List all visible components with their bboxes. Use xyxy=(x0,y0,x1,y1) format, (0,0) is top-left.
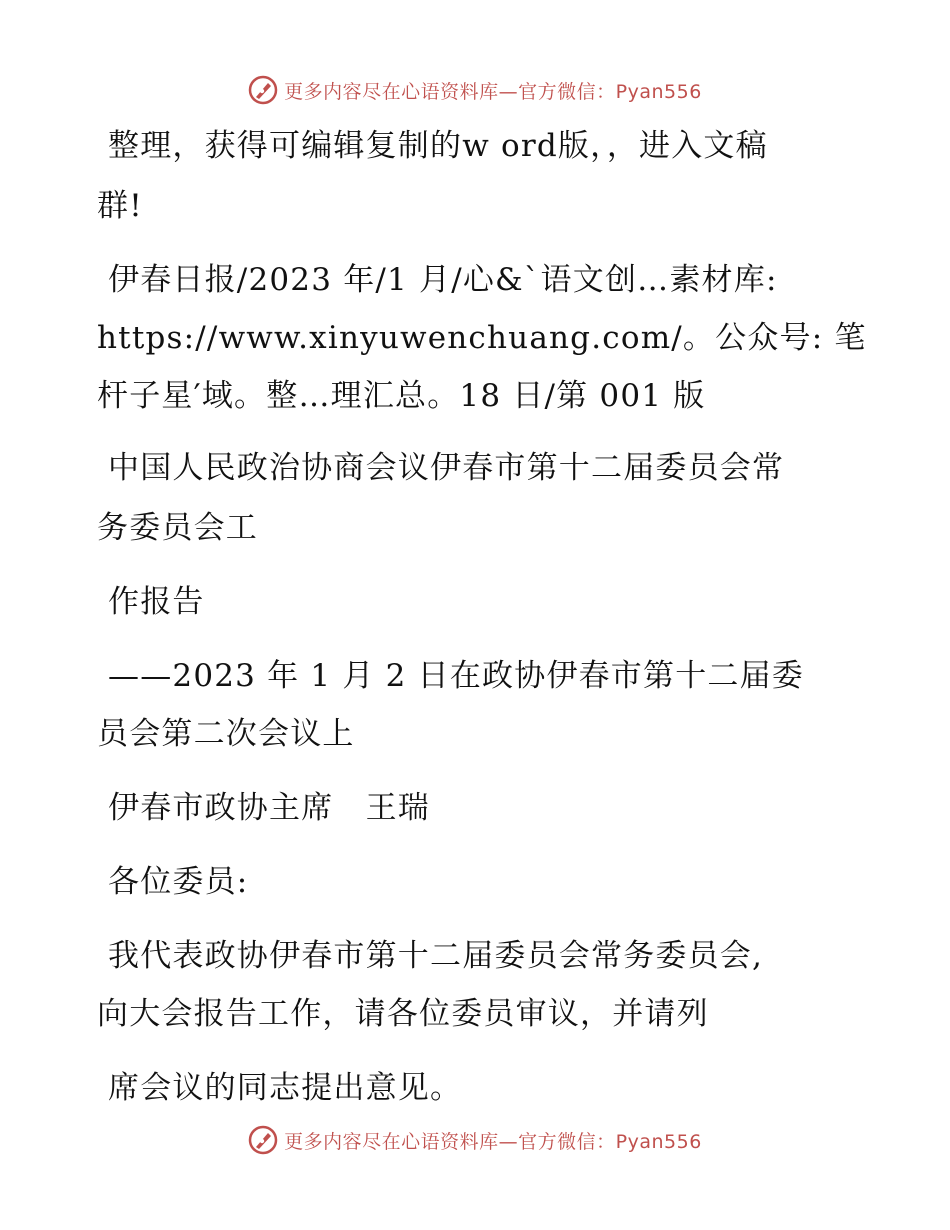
footer-watermark-banner xyxy=(0,1120,950,1160)
body-line: 员会第二次会议上 xyxy=(97,716,355,752)
body-line: 席会议的同志提出意见。 xyxy=(108,1070,463,1106)
body-line: 伊春市政协主席 王瑞 xyxy=(108,790,430,826)
watermark-text: 更多内容尽在心语资料库—官方微信：Pyan556 xyxy=(284,1130,702,1153)
watermark-text: 更多内容尽在心语资料库—官方微信：Pyan556 xyxy=(284,80,702,103)
body-line: 群! xyxy=(97,188,143,224)
body-line: 杆子星′域。整…理汇总。18 日/第 001 版 xyxy=(97,378,706,414)
body-line: 务委员会工 xyxy=(97,510,258,546)
pen-logo-icon xyxy=(248,1125,278,1155)
watermark xyxy=(248,1125,702,1155)
body-line: 伊春日报/2023 年/1 月/心&`语文创…素材库: xyxy=(108,262,778,298)
body-line: 作报告 xyxy=(108,584,205,620)
body-line: 整理，获得可编辑复制的w ord版，，进入文稿 xyxy=(108,128,768,164)
body-line: ——2023 年 1 月 2 日在政协伊春市第十二届委 xyxy=(108,658,805,694)
body-line: 中国人民政治协商会议伊春市第十二届委员会常 xyxy=(108,450,785,486)
body-line: 向大会报告工作，请各位委员审议，并请列 xyxy=(97,996,709,1032)
body-line: https://www.xinyuwenchuang.com/。公众号: 笔 xyxy=(97,320,867,356)
body-line: 各位委员: xyxy=(108,864,249,900)
body-line: 我代表政协伊春市第十二届委员会常务委员会, xyxy=(108,938,764,974)
